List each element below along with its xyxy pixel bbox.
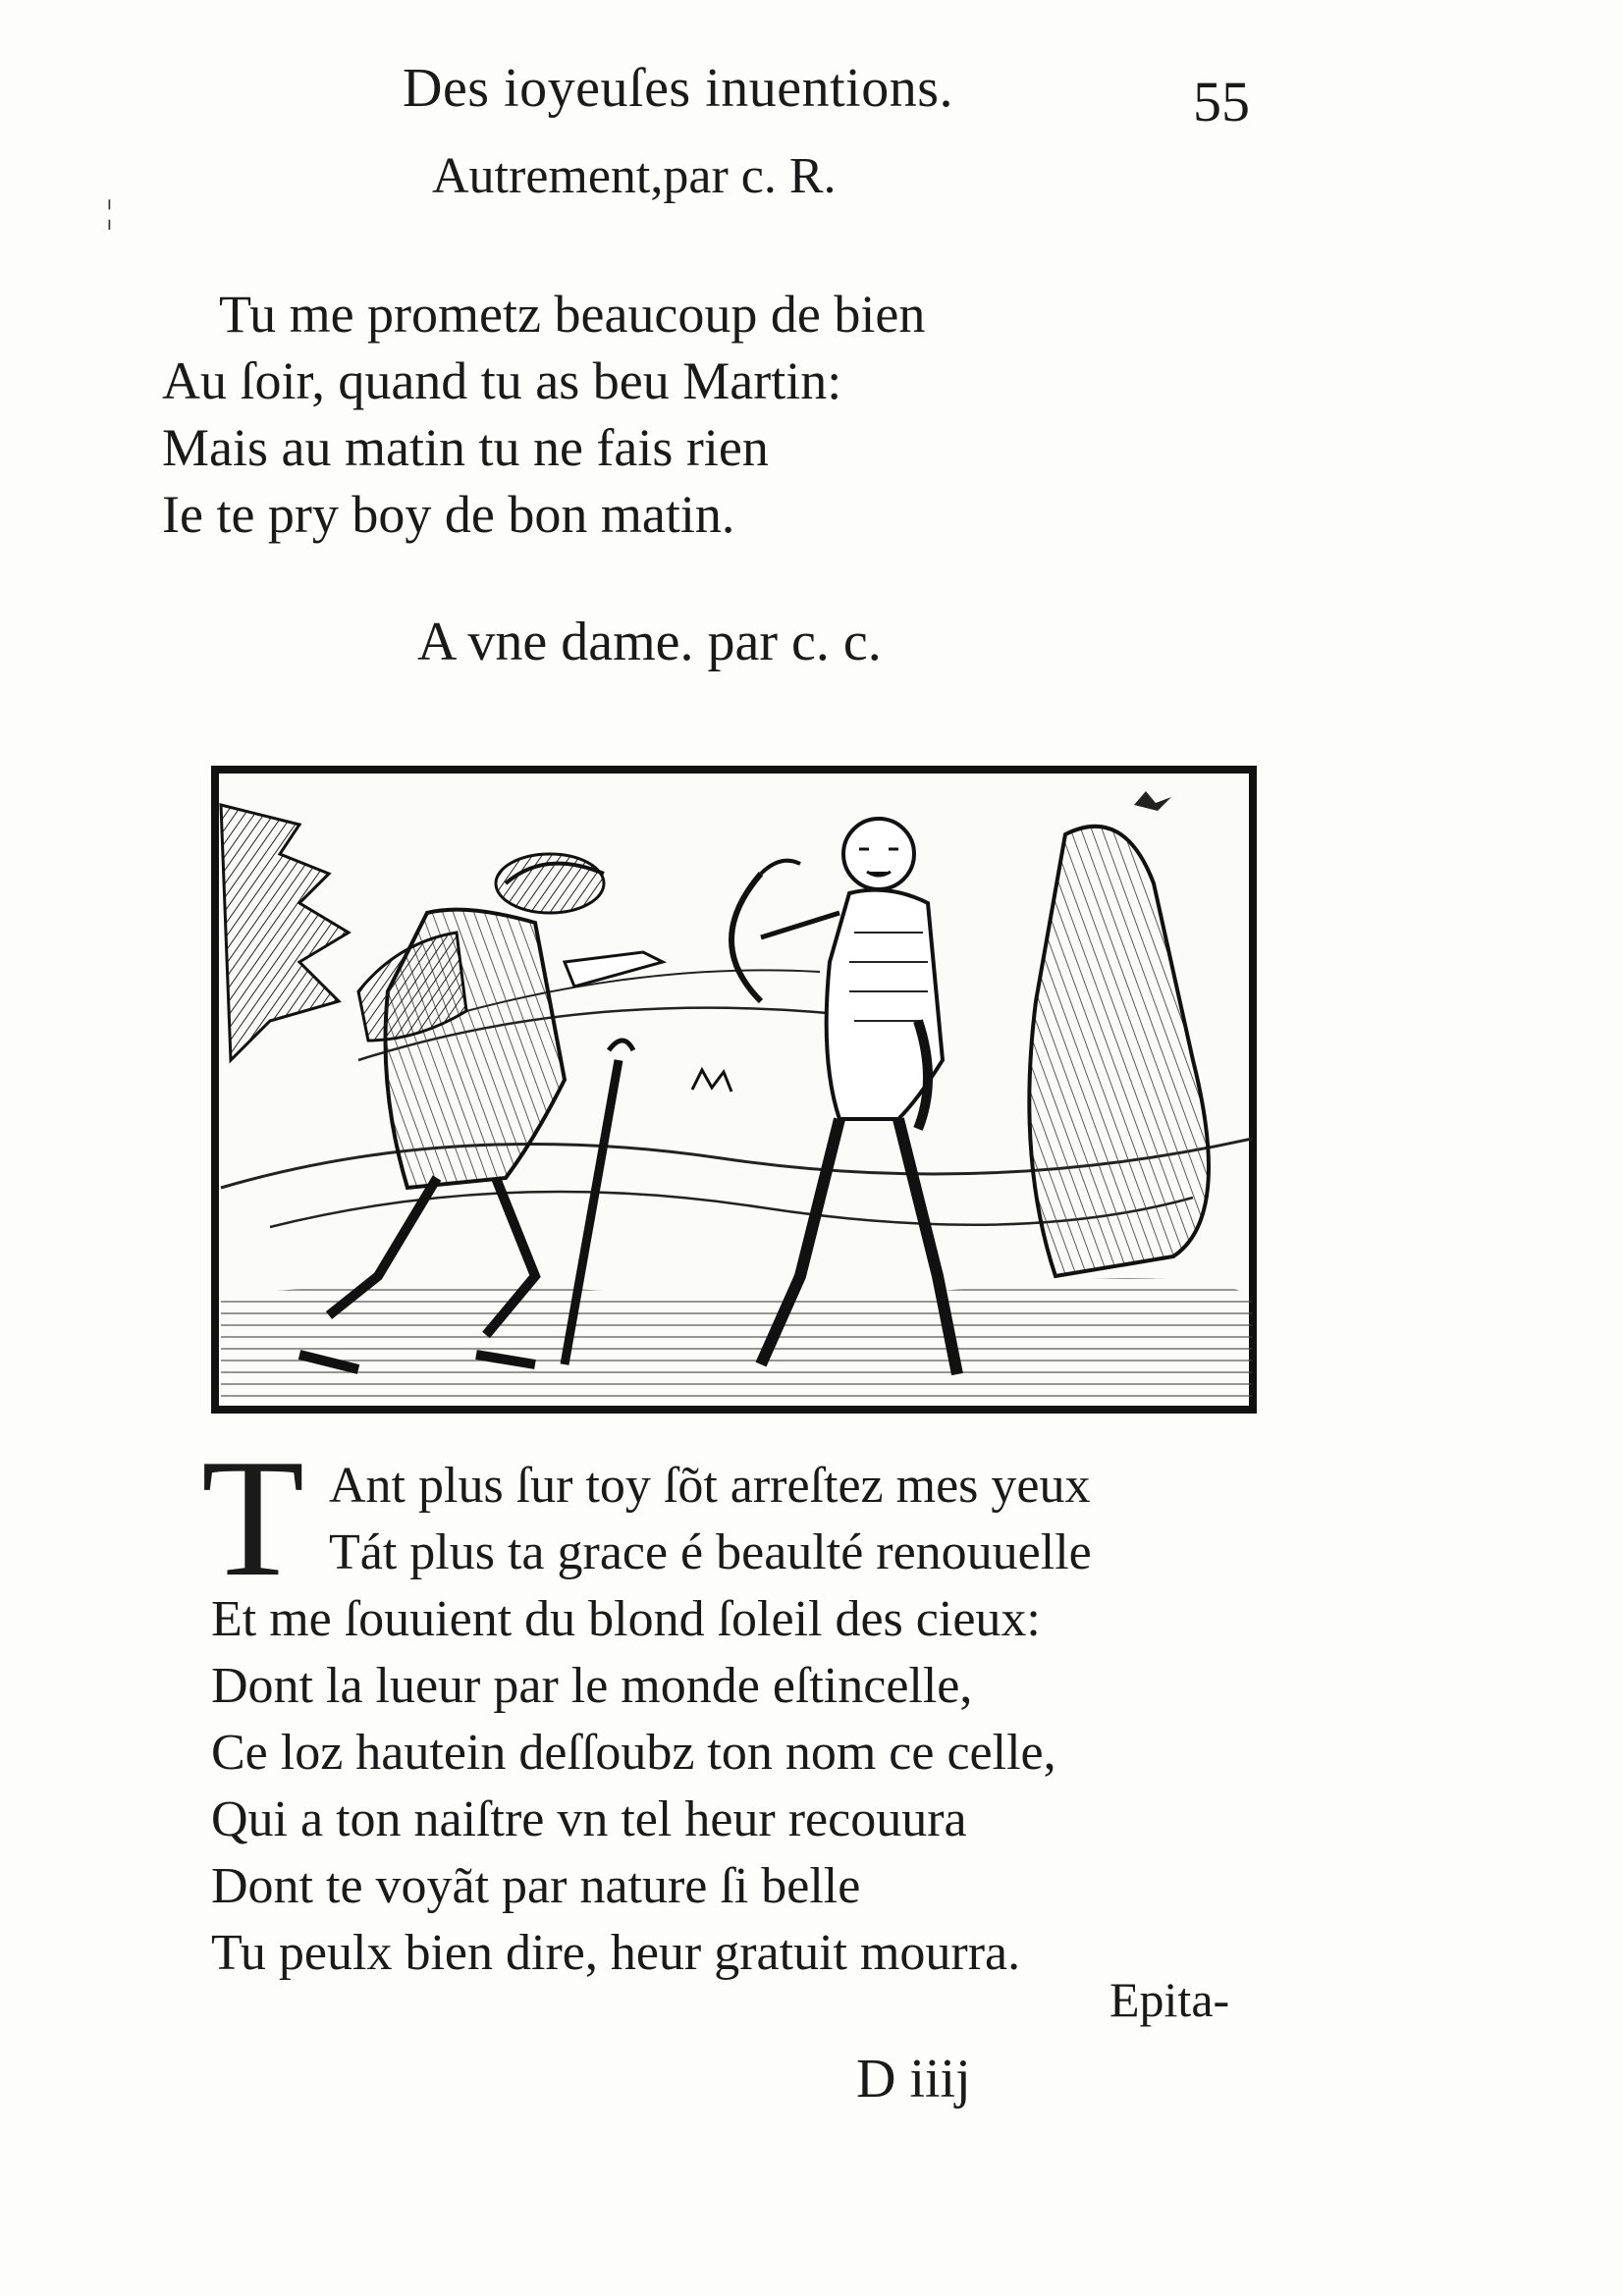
signature-mark: D iiij xyxy=(856,2049,971,2109)
poem-2-line: Qui a ton naiſtre vn tel heur recouura xyxy=(211,1791,967,1847)
poem-1-line: Mais au matin tu ne fais rien xyxy=(162,418,769,477)
page-number: 55 xyxy=(1193,70,1250,133)
poem-2-line: Ce loz hautein deſſoubz ton nom ce celle, xyxy=(211,1725,1056,1781)
poem-2-line: Dont la lueur par le monde eſtincelle, xyxy=(211,1658,973,1714)
drop-cap: T xyxy=(201,1425,305,1612)
running-title: Des ioyeuſes inuentions. xyxy=(403,58,954,119)
poem-2-line: Ant plus ſur toy ſõt arreſtez mes yeux xyxy=(329,1458,1091,1514)
woodcut-traveler-and-death-icon xyxy=(211,766,1257,1414)
poem-2-line: Dont te voyãt par nature ſi belle xyxy=(211,1858,861,1914)
section2-title: A vne dame. par c. c. xyxy=(417,612,882,672)
poem-1-line: Ie te pry boy de bon matin. xyxy=(162,485,735,544)
poem-2 xyxy=(211,1453,1092,1987)
margin-mark: ¦ xyxy=(106,194,113,231)
poem-2-line: Tát plus ta grace é beaulté renouuelle xyxy=(329,1524,1092,1580)
poem-2-line: Et me ſouuient du blond ſoleil des cieux: xyxy=(211,1591,1041,1647)
poem-1-line: Tu me prometz beaucoup de bien xyxy=(219,285,926,344)
poem-1 xyxy=(162,281,925,548)
poem-2-line: Tu peulx bien dire, heur gratuit mourra. xyxy=(211,1925,1021,1981)
poem-1-line: Au ſoir, quand tu as beu Martin: xyxy=(162,351,842,410)
section1-title: Autrement,par c. R. xyxy=(432,148,837,204)
catchword: Epita- xyxy=(1109,1972,1230,2027)
